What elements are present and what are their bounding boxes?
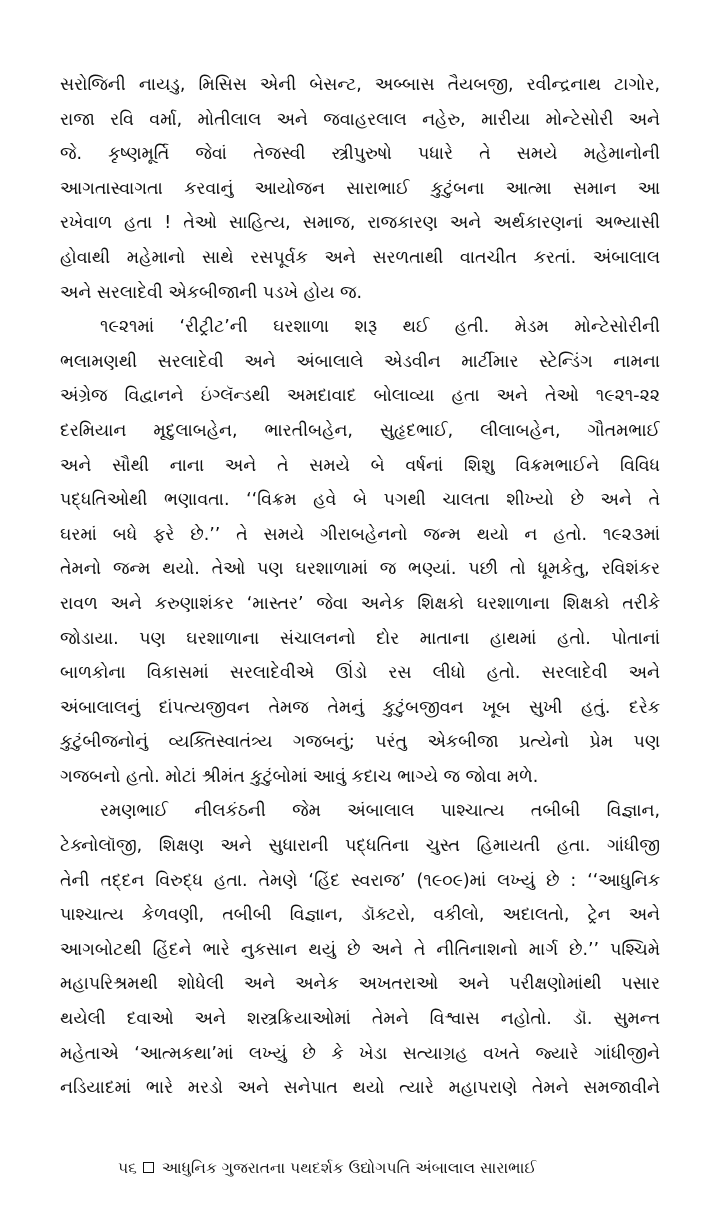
paragraph-2-line-5: અને સૌથી નાના અને તે સમયે બે વર્ષનાં શિશુ વિક્રમભાઈને વિવિધ bbox=[60, 455, 660, 476]
square-separator-icon bbox=[143, 1162, 154, 1173]
paragraph-3-line-8: મહેતાએ ‘આત્મકથા’માં લખ્યું છે કે ખેડા સત્યાગ્રહ વખતે જ્યારે ગાંધીજીને bbox=[60, 1043, 660, 1064]
paragraph-2-line-6: પદ્ધતિઓથી ભણાવતા. ‘‘વિક્રમ હવે બે પગથી ચાલતા શીખ્યો છે અને તે bbox=[60, 490, 660, 511]
paragraph-3-line-9: નડિયાદમાં ભારે મરડો અને સનેપાત થયો ત્યારે મહાપરાણે તેમને સમજાવીને bbox=[60, 1078, 660, 1099]
paragraph-2-line-2: ભલામણથી સરલાદેવી અને અંબાલાલે એડવીન માર્ટીમાર સ્ટેન્ડિંગ નામના bbox=[60, 351, 660, 372]
page-footer bbox=[118, 1155, 658, 1180]
paragraph-3-line-2: ટેક્નોલૉજી, શિક્ષણ અને સુધારાની પદ્ધતિના ચુસ્ત હિમાયતી હતા. ગાંધીજી bbox=[60, 836, 660, 857]
paragraph-2-line-1: ૧૯૨૧માં ‘રીટ્રીટ’ની ઘરશાળા શરૂ થઈ હતી. મેડમ મોન્ટેસોરીની bbox=[100, 317, 660, 338]
text-body bbox=[60, 68, 660, 1106]
paragraph-3-line-1: રમણભાઈ નીલકંઠની જેમ અંબાલાલ પાશ્ચાત્ય તબીબી વિજ્ઞાન, bbox=[100, 801, 660, 822]
paragraph-2-line-7: ઘરમાં બધે ફરે છે.’’ તે સમયે ગીરાબહેનનો જન્મ થયો ન હતો. ૧૯૨૩માં bbox=[60, 524, 660, 545]
paragraph-3-line-6: મહાપરિશ્રમથી શોધેલી અને અનેક અખતરાઓ અને પરીક્ષણોમાંથી પસાર bbox=[60, 974, 660, 995]
page-number: ૫૬ bbox=[118, 1158, 137, 1177]
paragraph-1-line-6: હોવાથી મહેમાનો સાથે રસપૂર્વક અને સરળતાથી વાતચીત કરતાં. અંબાલાલ bbox=[60, 247, 660, 268]
paragraph-2-line-10: જોડાયા. પણ ઘરશાળાના સંચાલનનો દોર માતાના હાથમાં હતો. પોતાનાં bbox=[60, 628, 660, 649]
paragraph-2-line-14: ગજબનો હતો. મોટાં શ્રીમંત કુટુંબોમાં આવું કદાચ ભાગ્યે જ જોવા મળે. bbox=[60, 766, 539, 787]
paragraph-1-line-1: સરોજિની નાયડુ, મિસિસ એની બેસન્ટ, અબ્બાસ તૈયબજી, રવીન્દ્રનાથ ટાગોર, bbox=[60, 75, 660, 95]
paragraph-1-line-5: રખેવાળ હતા ! તેઓ સાહિત્ય, સમાજ, રાજકારણ અને અર્થકારણનાં અભ્યાસી bbox=[60, 213, 660, 234]
running-book-title: આધુનિક ગુજરાતના પથદર્શક ઉદ્યોગપતિ અંબાલાલ સારાભાઈ bbox=[161, 1158, 537, 1177]
paragraph-2-line-9: રાવળ અને કરુણાશંકર ‘માસ્તર’ જેવા અનેક શિક્ષકો ઘરશાળાના શિક્ષકો તરીકે bbox=[60, 593, 660, 614]
paragraph-3-line-3: તેની તદ્દન વિરુદ્ધ હતા. તેમણે ‘હિંદ સ્વરાજ’ (૧૯૦૯)માં લખ્યું છે : ‘‘આધુનિક bbox=[60, 870, 660, 891]
paragraph-2-line-3: અંગ્રેજ વિદ્વાનને ઇંગ્લૅન્ડથી અમદાવાદ બોલાવ્યા હતા અને તેઓ ૧૯૨૧-૨૨ bbox=[60, 386, 660, 407]
paragraph-1-line-4: આગતાસ્વાગતા કરવાનું આયોજન સારાભાઈ કુટુંબના આત્મા સમાન આ bbox=[60, 178, 660, 199]
paragraph-2-line-12: અંબાલાલનું દાંપત્યજીવન તેમજ તેમનું કુટુંબજીવન ખૂબ સુખી હતું. દરેક bbox=[60, 697, 660, 718]
paragraph-1-line-7: અને સરલાદેવી એકબીજાની પડખે હોય જ. bbox=[60, 282, 363, 303]
paragraph-3-line-5: આગબોટથી હિંદને ભારે નુકસાન થયું છે અને તે નીતિનાશનો માર્ગ છે.’’ પશ્ચિમે bbox=[60, 939, 660, 960]
paragraph-2-line-4: દરમિયાન મૃદુલાબહેન, ભારતીબહેન, સુહૃદભાઈ, લીલાબહેન, ગૌતમભાઈ bbox=[60, 420, 660, 441]
paragraph-2-line-8: તેમનો જન્મ થયો. તેઓ પણ ઘરશાળામાં જ ભણ્યાં. પછી તો ધૂમકેતુ, રવિશંકર bbox=[60, 559, 660, 580]
paragraph-1-line-2: રાજા રવિ વર્મા, મોતીલાલ અને જવાહરલાલ નહેરુ, મારીયા મોન્ટેસોરી અને bbox=[60, 109, 660, 130]
paragraph-2-line-11: બાળકોના વિકાસમાં સરલાદેવીએ ઊંડો રસ લીધો હતો. સરલાદેવી અને bbox=[60, 663, 660, 684]
paragraph-3-line-7: થયેલી દવાઓ અને શસ્ત્રક્રિયાઓમાં તેમને વિશ્વાસ નહોતો. ડૉ. સુમન્ત bbox=[60, 1009, 660, 1030]
paragraph-2-line-13: કુટુંબીજનોનું વ્યક્તિસ્વાતંત્ર્ય ગજબનું; પરંતુ એકબીજા પ્રત્યેનો પ્રેમ પણ bbox=[60, 732, 660, 753]
paragraph-3-line-4: પાશ્ચાત્ય કેળવણી, તબીબી વિજ્ઞાન, ડૉક્ટરો, વકીલો, અદાલતો, ટ્રેન અને bbox=[60, 905, 660, 926]
paragraph-1-line-3: જે. કૃષ્ણમૂર્તિ જેવાં તેજસ્વી સ્ત્રીપુરુષો પધારે તે સમયે મહેમાનોની bbox=[60, 144, 660, 165]
